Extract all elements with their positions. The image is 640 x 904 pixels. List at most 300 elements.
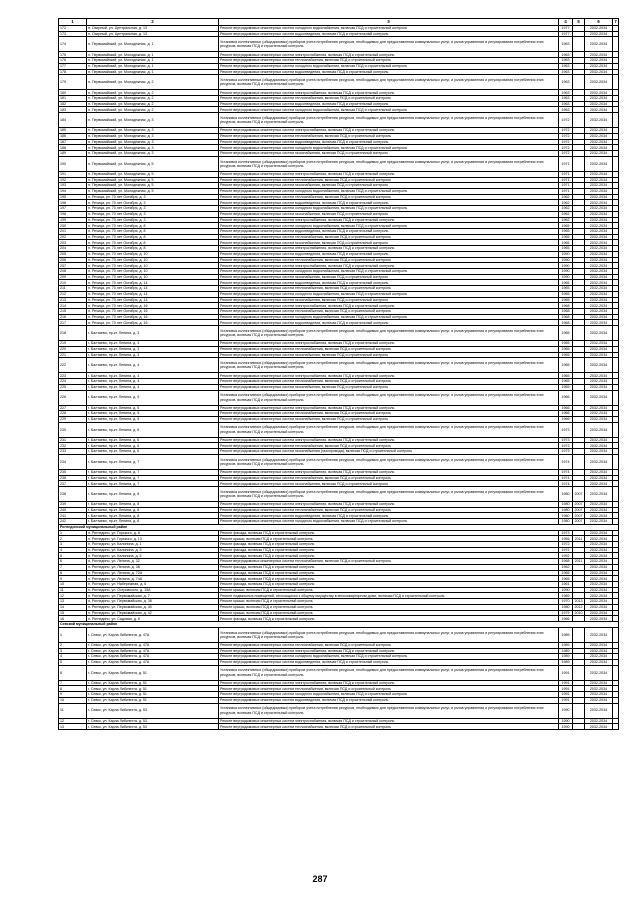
row-build-year: 1965 [559,352,573,358]
row-last-repair-year [573,390,585,405]
row-work-type: Ремонт внутридомовых инженерных систем теплоснабжения, включая ПСД и строительный контроль [219,96,559,102]
row-address: п. Речица, ул. 70 лет Октября, д. 14 [87,291,219,297]
row-number: 227 [59,405,87,411]
row-address: г. Балтаево, пр-кт. Ленина, д. 5 [87,390,219,405]
row-address: г. Севск, ул. Карла Либкнехта, д. 47А [87,627,219,642]
table-row [59,113,619,128]
row-planned-period: 2032-2034 [585,475,613,481]
row-number: 240 [59,507,87,513]
row-number: 231 [59,437,87,443]
row-planned-period: 2032-2034 [585,718,613,724]
row-build-year: 1965 [559,286,573,292]
row-planned-period: 2032-2034 [585,309,613,315]
row-build-year: 1966 [559,616,573,622]
row-address: г. Севск, ул. Карла Либкнехта, д. 47А [87,659,219,665]
row-number: 228 [59,411,87,417]
row-work-type: Ремонт внутридомовых инженерных систем водоотведения, включая ПСД и строительный контроль [219,200,559,206]
row-number: 9 [59,692,87,698]
row-number: 11 [59,587,87,593]
row-build-year: 1965 [559,570,573,576]
row-number: 180 [59,90,87,96]
row-address: п. Рогнедино, ул. Калинина, д. 5 [87,553,219,559]
row-planned-period: 2032-2034 [585,297,613,303]
row-address: п. Рогнедино, ул. Ленина, д. 38 [87,564,219,570]
row-number: 11 [59,703,87,718]
row-address: п. Речица, ул. 70 лет Октября, д. 16 [87,303,219,309]
row-planned-period: 2032-2034 [585,486,613,501]
row-build-year: 1980 [559,519,573,525]
row-work-type: Ремонт внутридомовых инженерных систем теплоснабжения, включая ПСД и строительный контроль [219,475,559,481]
row-planned-period: 2032-2034 [585,547,613,553]
row-number: 2 [59,642,87,648]
row-number: 196 [59,200,87,206]
row-planned-period: 2032-2034 [585,686,613,692]
row-work-type: Ремонт внутридомовых инженерных систем водоотведения, включая ПСД и строительный контроль [219,251,559,257]
row-planned-period: 2032-2034 [585,379,613,385]
row-work-type: Ремонт внутридомовых инженерных систем газоснабжения, включая ПСД и строительный контроль [219,183,559,189]
row-build-year: 1977 [559,31,573,37]
row-number: 217 [59,320,87,326]
row-work-type: Ремонт внутридомовых инженерных систем электроснабжения, включая ПСД и строительный контроль [219,469,559,475]
row-planned-period: 2032-2034 [585,107,613,113]
row-planned-period: 2032-2034 [585,659,613,665]
row-address: п. Первомайский, ул. Молодежная, д. 3 [87,151,219,157]
row-number: 10 [59,697,87,703]
row-number: 206 [59,257,87,263]
row-planned-period: 2032-2034 [585,604,613,610]
row-number: 223 [59,373,87,379]
header-col-4: 4 [559,19,573,26]
row-address: п. Рогнедино, ул. Калинина, д. 3 [87,547,219,553]
row-planned-period: 2032-2034 [585,52,613,58]
row-build-year: 1963 [559,58,573,64]
row-work-type: Установка коллективных (общедомовых) приборов учета потребления ресурсов, необходимых для предоставления коммунальных услуг, и узлов управления и регулирования потребления этих ресурсов, включая ПСД и строительный контроль [219,390,559,405]
row-planned-period: 2032-2034 [585,680,613,686]
row-planned-period: 2032-2034 [585,443,613,449]
row-number: 8 [59,570,87,576]
row-address: п. Рогнедино, ул. Калинина, д. 1 [87,542,219,548]
row-planned-period: 2032-2034 [585,113,613,128]
row-planned-period: 2032-2034 [585,373,613,379]
row-address: п. Речица, ул. 70 лет Октября, д. 14 [87,297,219,303]
row-address: п. Первомайский, ул. Молодежная, д. 1 [87,63,219,69]
row-address: г. Балтаево, пр-кт. Ленина, д. 4 [87,358,219,373]
row-number: 13 [59,724,87,730]
table-row [59,454,619,469]
row-work-type: Ремонт внутридомовых инженерных систем холодного водоснабжения, включая ПСД и строительный контроль [219,692,559,698]
row-last-repair-year [573,703,585,718]
row-build-year: 1965 [559,291,573,297]
row-planned-period: 2032-2034 [585,416,613,422]
row-build-year: 1966 [559,405,573,411]
row-work-type: Ремонт внутридомовых инженерных систем холодного водоснабжения, включая ПСД и строительный контроль [219,654,559,660]
row-work-type: Ремонт внутридомовых инженерных систем электроснабжения, включая ПСД и строительный контроль [219,680,559,686]
row-number: 179 [59,75,87,90]
row-address: п. Первомайский, ул. Молодежная, д. 3 [87,139,219,145]
row-number: 9 [59,576,87,582]
row-planned-period: 2032-2034 [585,384,613,390]
row-number: 3 [59,542,87,548]
row-work-type: Ремонт внутридомовых инженерных систем водоотведения, включая ПСД и строительный контроль [219,31,559,37]
header-col-3: 3 [219,19,559,26]
row-planned-period: 2032-2034 [585,26,613,32]
row-build-year: 1980 [559,486,573,501]
row-address: п. Речица, ул. 70 лет Октября, д. 3 [87,206,219,212]
row-note [613,724,619,730]
row-address: п. Первомайский, ул. Молодежная, д. 2 [87,75,219,90]
row-planned-period: 2032-2034 [585,449,613,455]
row-number: 176 [59,58,87,64]
row-planned-period: 2032-2034 [585,627,613,642]
row-number: 1 [59,530,87,536]
row-planned-period: 2032-2034 [585,194,613,200]
row-note [613,326,619,341]
row-address: п. Речица, ул. 70 лет Октября, д. 8 [87,223,219,229]
row-planned-period: 2032-2034 [585,58,613,64]
row-planned-period: 2032-2034 [585,724,613,730]
row-number: 199 [59,217,87,223]
row-number: 236 [59,475,87,481]
row-number: 12 [59,593,87,599]
row-build-year: 1965 [559,576,573,582]
row-address: п. Речица, ул. 70 лет Октября, д. 14 [87,286,219,292]
row-build-year: 1973 [559,530,573,536]
row-build-year: 1990 [559,251,573,257]
row-build-year: 1965 [559,379,573,385]
row-last-repair-year: 2011 [573,536,585,542]
table-row [59,665,619,680]
row-last-repair-year: 2011 [573,559,585,565]
row-number: 194 [59,188,87,194]
table-row [59,156,619,171]
row-work-type: Ремонт внутридомовых инженерных систем электроснабжения, включая ПСД и строительный контроль [219,303,559,309]
row-build-year: 1965 [559,346,573,352]
row-work-type: Установка коллективных (общедомовых) приборов учета потребления ресурсов, необходимых для предоставления коммунальных услуг, и узлов управления и регулирования потребления этих ресурсов, включая ПСД и строительный контроль [219,703,559,718]
row-address: г. Балтаево, пр-кт. Ленина, д. 5 [87,411,219,417]
row-planned-period: 2032-2034 [585,422,613,437]
row-planned-period: 2032-2034 [585,654,613,660]
row-address: г. Балтаево, пр-кт. Ленина, д. 6 [87,437,219,443]
row-planned-period: 2032-2034 [585,63,613,69]
row-build-year: 1965 [559,326,573,341]
row-number: 197 [59,206,87,212]
document-page [58,18,618,730]
row-number: 224 [59,379,87,385]
row-build-year: 1963 [559,107,573,113]
row-build-year: 1972 [559,113,573,128]
row-last-repair-year [573,724,585,730]
row-number: 189 [59,151,87,157]
row-number: 172 [59,26,87,32]
row-build-year: 1972 [559,547,573,553]
row-planned-period: 2032-2034 [585,559,613,565]
row-planned-period: 2032-2034 [585,697,613,703]
row-number: 4 [59,654,87,660]
row-work-type: Ремонт внутридомовых инженерных систем электроснабжения, включая ПСД и строительный контроль [219,90,559,96]
row-build-year: 1971 [559,171,573,177]
row-number: 12 [59,718,87,724]
row-build-year: 1990 [559,257,573,263]
row-planned-period: 2032-2034 [585,269,613,275]
row-build-year: 1965 [559,234,573,240]
row-planned-period: 2032-2034 [585,101,613,107]
row-work-type: Ремонт крыши, включая ПСД и строительный контроль [219,536,559,542]
row-planned-period: 2032-2034 [585,576,613,582]
row-address: г. Севск, ул. Карла Либкнехта, д. 53 [87,718,219,724]
row-number: 229 [59,416,87,422]
row-address: п. Рогнедино, ул. Набережная, д. 6 [87,582,219,588]
row-planned-period: 2032-2034 [585,536,613,542]
row-planned-period: 2032-2034 [585,642,613,648]
row-planned-period: 2032-2034 [585,341,613,347]
row-work-type: Ремонт внутридомовых инженерных систем водоотведения, включая ПСД и строительный контроль [219,69,559,75]
row-planned-period: 2032-2034 [585,507,613,513]
row-number: 190 [59,156,87,171]
row-work-type: Ремонт внутридомовых инженерных систем газоснабжения, включая ПСД и строительный контроль [219,416,559,422]
capital-repair-table [58,18,619,730]
row-address: г. Балтаево, пр-кт. Ленина, д. 3 [87,352,219,358]
row-number: 219 [59,341,87,347]
row-build-year: 1965 [559,223,573,229]
row-work-type: Ремонт внутридомовых инженерных систем газоснабжения, включая ПСД и строительный контроль [219,151,559,157]
row-address: г. Балтаево, пр-кт. Ленина, д. 8 [87,501,219,507]
row-build-year: 1989 [559,627,573,642]
page-number: 287 [312,874,328,884]
row-planned-period: 2032-2034 [585,405,613,411]
header-col-7: 7 [614,18,617,24]
row-planned-period: 2032-2034 [585,513,613,519]
row-number: 193 [59,183,87,189]
row-address: п. Первомайский, ул. Молодежная, д. 5 [87,177,219,183]
row-note [613,486,619,501]
row-build-year: 1972 [559,151,573,157]
row-number: 192 [59,177,87,183]
row-work-type: Ремонт внутридомовых инженерных систем холодного водоснабжения, включая ПСД и строительный контроль [219,145,559,151]
row-address: п. Первомайский, ул. Молодежная, д. 2 [87,96,219,102]
row-work-type: Ремонт внутридомовых инженерных систем электроснабжения, включая ПСД и строительный контроль [219,128,559,134]
row-build-year: 1963 [559,96,573,102]
row-planned-period: 2032-2034 [585,177,613,183]
row-address: п. Речица, ул. 70 лет Октября, д. 8 [87,240,219,246]
row-work-type: Ремонт внутридомовых инженерных систем холодного водоснабжения, включая ПСД и строительный контроль [219,223,559,229]
row-number: 237 [59,481,87,487]
row-build-year: 1965 [559,240,573,246]
row-work-type: Установка коллективных (общедомовых) приборов учета потребления ресурсов, необходимых для предоставления коммунальных услуг, и узлов управления и регулирования потребления этих ресурсов, включая ПСД и строительный контроль [219,454,559,469]
row-planned-period: 2032-2034 [585,469,613,475]
row-planned-period: 2032-2034 [585,240,613,246]
row-planned-period: 2032-2034 [585,257,613,263]
row-build-year: 1973 [559,449,573,455]
row-address: г. Севск, ул. Карла Либкнехта, д. 51 [87,686,219,692]
row-build-year: 1968 [559,559,573,565]
row-number: 5 [59,659,87,665]
row-address: п. Речица, ул. 70 лет Октября, д. 8 [87,228,219,234]
row-build-year: 1968 [559,309,573,315]
row-number: 14 [59,604,87,610]
row-planned-period: 2032-2034 [585,454,613,469]
row-work-type: Ремонт внутридомовых инженерных систем электроснабжения, включая ПСД и строительный контроль [219,217,559,223]
row-planned-period: 2032-2034 [585,223,613,229]
row-build-year: 1980 [559,501,573,507]
row-address: г. Балтаево, пр-кт. Ленина, д. 3 [87,341,219,347]
row-build-year: 1952 [559,553,573,559]
row-address: п. Речица, ул. 70 лет Октября, д. 10 [87,251,219,257]
row-number: 186 [59,133,87,139]
row-planned-period: 2032-2034 [585,564,613,570]
row-number: 214 [59,303,87,309]
row-build-year: 1977 [559,26,573,32]
row-planned-period: 2032-2034 [585,593,613,599]
row-last-repair-year: 2007 [573,486,585,501]
row-address: г. Балтаево, пр-кт. Ленина, д. 4 [87,384,219,390]
row-address: п. Первомайский, ул. Молодежная, д. 5 [87,188,219,194]
row-planned-period: 2032-2034 [585,75,613,90]
row-work-type: Ремонт внутридомовых инженерных систем водоотведения, включая ПСД и строительный контроль [219,697,559,703]
row-number: 201 [59,228,87,234]
row-work-type: Установка коллективных (общедомовых) приборов учета потребления ресурсов, необходимых для предоставления коммунальных услуг, и узлов управления и регулирования потребления этих ресурсов, включая ПСД и строительный контроль [219,422,559,437]
row-planned-period: 2032-2034 [585,156,613,171]
row-build-year: 1989 [559,593,573,599]
row-work-type: Ремонт внутридомовых инженерных систем электроснабжения, включая ПСД и строительный контроль [219,405,559,411]
row-planned-period: 2032-2034 [585,171,613,177]
row-work-type: Установка коллективных (общедомовых) приборов учета потребления ресурсов, необходимых для предоставления коммунальных услуг, и узлов управления и регулирования потребления этих ресурсов, включая ПСД и строительный контроль [219,326,559,341]
row-address: п. Первомайский, ул. Молодежная, д. 5 [87,171,219,177]
row-last-repair-year [573,665,585,680]
row-build-year: 1966 [559,390,573,405]
row-work-type: Ремонт крыши, включая ПСД и строительный контроль [219,599,559,605]
row-number: 232 [59,443,87,449]
row-planned-period: 2032-2034 [585,542,613,548]
row-number: 185 [59,128,87,134]
row-planned-period: 2032-2034 [585,145,613,151]
row-planned-period: 2032-2034 [585,139,613,145]
row-last-repair-year [573,113,585,128]
row-build-year: 1955 [559,536,573,542]
row-last-repair-year: 2007 [574,507,583,512]
row-address: г. Балтаево, пр-кт. Ленина, д. 8 [87,507,219,513]
row-build-year: 1990 [559,274,573,280]
row-address: п. Озерный, ул. Центральная, д. 13 [87,26,219,32]
row-work-type: Ремонт внутридомовых инженерных систем газоснабжения (газопровода), включая ПСД и строительный контроль [219,449,559,455]
row-last-repair-year [573,156,585,171]
row-work-type: Ремонт внутридомовых инженерных систем теплоснабжения, включая ПСД и строительный контроль [219,411,559,417]
row-work-type: Ремонт подвальных помещений, относящихся к общему имуществу в многоквартирном доме, включая ПСД и строительный контроль [219,593,559,599]
row-build-year: 1971 [559,183,573,189]
row-planned-period: 2032-2034 [585,303,613,309]
row-address: п. Первомайский, ул. Молодежная, д. 3 [87,133,219,139]
row-build-year: 1990 [559,718,573,724]
row-work-type: Ремонт внутридомовых инженерных систем теплоснабжения, включая ПСД и строительный контроль [219,177,559,183]
row-build-year: 1970 [559,599,573,605]
row-last-repair-year [573,422,585,437]
row-work-type: Ремонт внутридомовых инженерных систем водоотведения, включая ПСД и строительный контроль [219,320,559,326]
row-work-type: Ремонт крыши, включая ПСД и строительный контроль [219,587,559,593]
row-work-type: Ремонт внутридомовых инженерных систем теплоснабжения, включая ПСД и строительный контроль [219,133,559,139]
row-work-type: Ремонт внутридомовых инженерных систем газоснабжения, включая ПСД и строительный контроль [219,297,559,303]
row-build-year: 1968 [559,314,573,320]
row-planned-period: 2032-2034 [585,200,613,206]
row-planned-period: 2032-2034 [585,217,613,223]
row-planned-period: 2032-2034 [585,411,613,417]
row-build-year: 1965 [559,228,573,234]
row-planned-period: 2032-2034 [585,326,613,341]
row-address: г. Севск, ул. Карла Либкнехта, д. 51 [87,680,219,686]
row-number: 178 [59,69,87,75]
row-number: 175 [59,52,87,58]
row-address: г. Балтаево, пр-кт. Ленина, д. 5 [87,405,219,411]
row-build-year: 1962 [559,206,573,212]
row-build-year: 1971 [559,156,573,171]
row-number: 211 [59,286,87,292]
row-address: п. Речица, ул. 70 лет Октября, д. 14 [87,280,219,286]
row-last-repair-year [573,454,585,469]
row-address: п. Рогнедино, ул. Первомайская, д. 42 [87,610,219,616]
row-number: 241 [59,513,87,519]
row-build-year: 1972 [559,128,573,134]
row-address: п. Речица, ул. 70 лет Октября, д. 10 [87,263,219,269]
row-build-year: 1963 [559,63,573,69]
row-address: г. Балтаево, пр-кт. Ленина, д. 6 [87,443,219,449]
row-number: 234 [59,454,87,469]
row-build-year: 1974 [559,475,573,481]
row-work-type: Ремонт внутридомовых инженерных систем холодного водоснабжения, включая ПСД и строительный контроль [219,519,559,525]
row-work-type: Ремонт внутридомовых инженерных систем теплоснабжения, включая ПСД и строительный контроль [219,686,559,692]
row-address: п. Первомайский, ул. Молодежная, д. 3 [87,145,219,151]
row-work-type: Ремонт внутридомовых инженерных систем газоснабжения, включая ПСД и строительный контроль [219,240,559,246]
row-address: п. Первомайский, ул. Молодежная, д. 2 [87,90,219,96]
row-planned-period: 2032-2034 [585,251,613,257]
row-work-type: Ремонт внутридомовых инженерных систем электроснабжения, включая ПСД и строительный контроль [219,373,559,379]
row-work-type: Ремонт внутридомовых инженерных систем водоотведения, включая ПСД и строительный контроль [219,513,559,519]
row-address: п. Рогнедино, ул. Ленина, д. 74А [87,576,219,582]
row-number: 7 [59,564,87,570]
row-build-year: 1991 [559,686,573,692]
row-number: 204 [59,246,87,252]
row-planned-period: 2032-2034 [585,346,613,352]
row-build-year: 1990 [559,269,573,275]
row-address: п. Речица, ул. 70 лет Октября, д. 3 [87,217,219,223]
row-build-year: 1989 [559,642,573,648]
row-work-type: Ремонт внутридомовых инженерных систем холодного водоснабжения, включая ПСД и строительный контроль [219,291,559,297]
row-note [613,75,619,90]
row-work-type: Ремонт фасада, включая ПСД и строительный контроль [219,530,559,536]
row-work-type: Ремонт внутридомовых инженерных систем холодного водоснабжения, включая ПСД и строительный контроль [219,269,559,275]
row-number: 16 [59,616,87,622]
row-planned-period: 2032-2034 [585,437,613,443]
row-planned-period: 2032-2034 [585,69,613,75]
row-last-repair-year [573,358,585,373]
row-planned-period: 2032-2034 [585,599,613,605]
row-planned-period: 2032-2034 [585,234,613,240]
row-planned-period: 2032-2034 [585,314,613,320]
row-address: п. Речица, ул. 70 лет Октября, д. 16 [87,314,219,320]
row-address: п. Первомайский, ул. Молодежная, д. 3 [87,113,219,128]
row-work-type: Ремонт внутридомовых инженерных систем теплоснабжения, включая ПСД и строительный контроль [219,194,559,200]
row-planned-period: 2032-2034 [585,582,613,588]
row-note [613,703,619,718]
row-number: 174 [59,37,87,52]
row-build-year: 1965 [559,358,573,373]
row-build-year: 1980 [559,507,573,513]
row-address: п. Рогнедино, ул. Ленина, д. 32 [87,559,219,565]
row-build-year: 1991 [559,697,573,703]
header-row [59,19,619,26]
row-address: п. Речица, ул. 70 лет Октября, д. 10 [87,269,219,275]
row-address: г. Балтаево, пр-кт. Ленина, д. 8 [87,519,219,525]
header-col-2: 2 [87,19,219,26]
row-number: 242 [59,519,87,525]
row-work-type: Ремонт фасада, включая ПСД и строительный контроль [219,616,559,622]
